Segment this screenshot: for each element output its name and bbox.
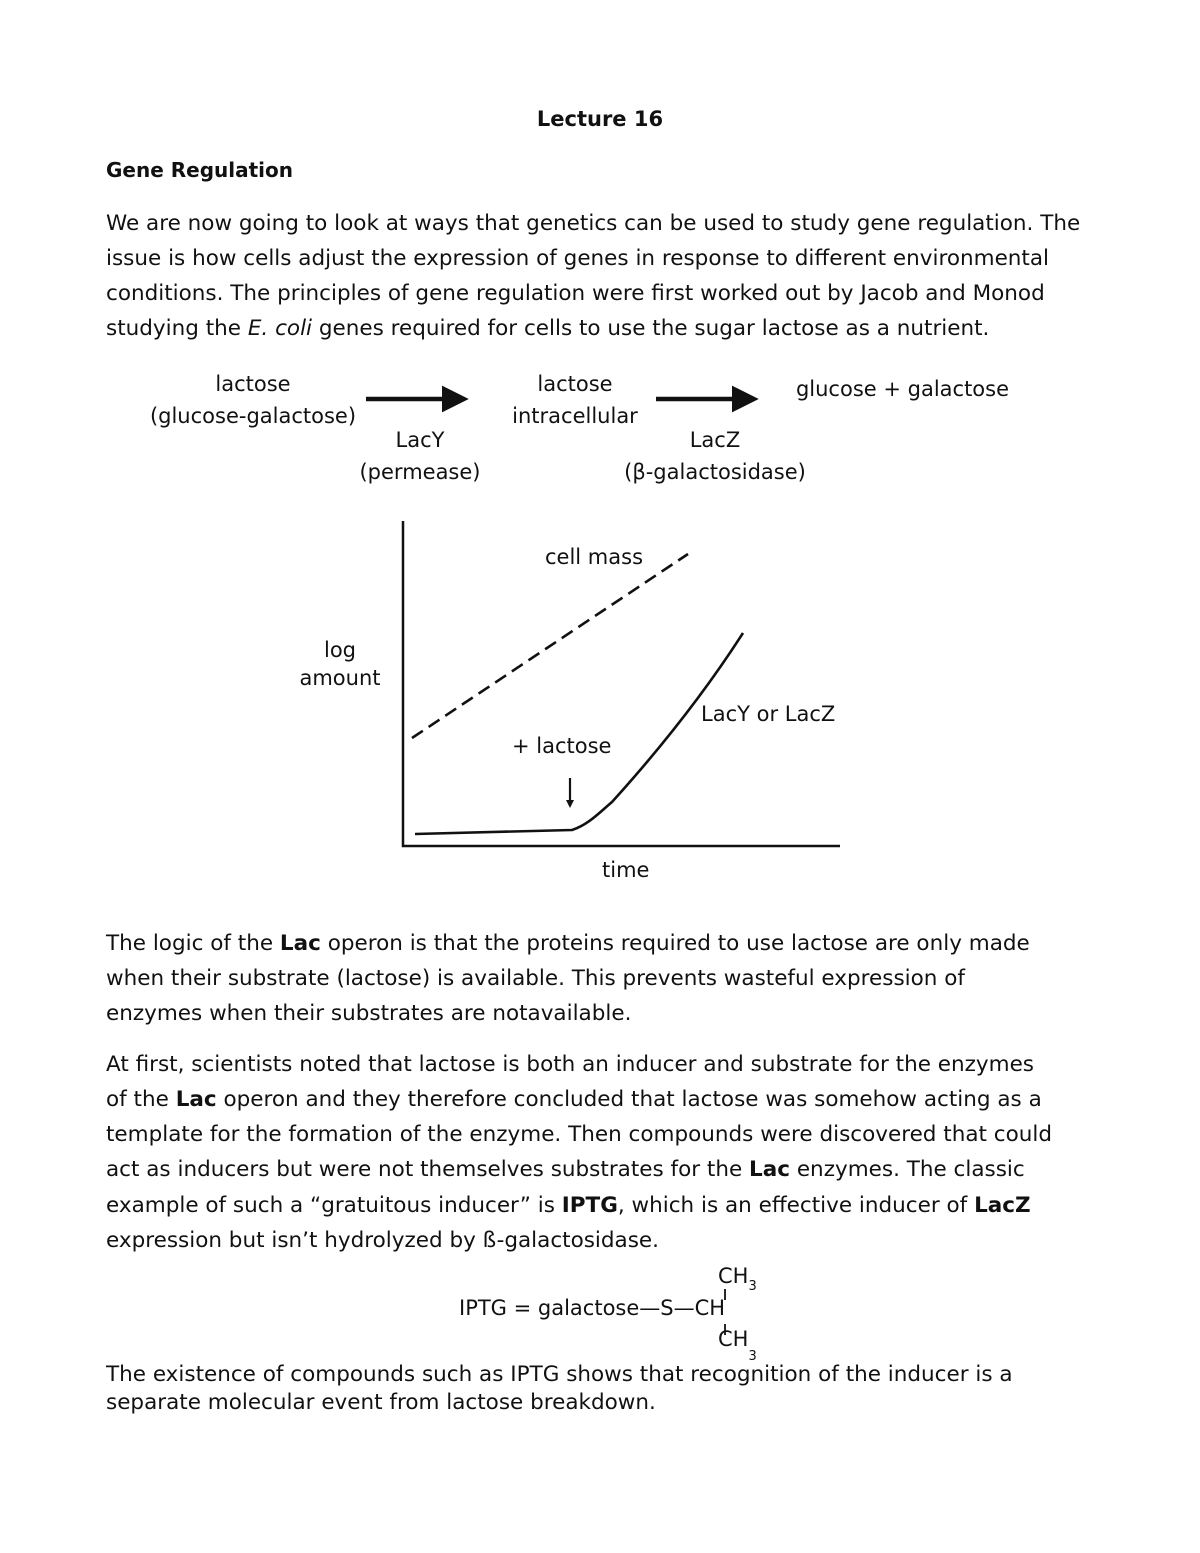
para2-line-2: when their substrate (lactose) is available. This prevents wasteful expression of [106, 966, 965, 991]
para3-l5-bold-lacz: LacZ [974, 1193, 1031, 1218]
bottom-group-text: CH [718, 1327, 749, 1351]
para2-l1-post: operon is that the proteins required to use lactose are only made [320, 931, 1030, 956]
bottom-subscript: 3 [748, 1349, 757, 1364]
para3-l4-post: enzymes. The classic [790, 1157, 1025, 1182]
intro-line-4-post: genes required for cells to use the sugar lactose as a nutrient. [312, 316, 990, 341]
top-group-text: CH [718, 1264, 749, 1288]
organism-name: E. coli [247, 316, 313, 341]
para2-l1-pre: The logic of the [106, 931, 280, 956]
para4-line-1: The existence of compounds such as IPTG shows that recognition of the inducer is a [106, 1362, 1013, 1387]
para2-l1-bold: Lac [279, 931, 321, 956]
para3-l5-pre: example of such a “gratuitous inducer” is [106, 1193, 562, 1218]
top-subscript: 3 [748, 1279, 757, 1294]
para3-l5-mid: , which is an effective inducer of [617, 1193, 975, 1218]
para3-l4-bold: Lac [749, 1157, 790, 1182]
page-title: Lecture 16 [536, 107, 664, 131]
intro-line-2: issue is how cells adjust the expression of genes in response to different environmental [106, 246, 1049, 271]
formula-main: IPTG = galactose—S—CH [459, 1296, 726, 1320]
para2-line-3: enzymes when their substrates are notavailable. [106, 1001, 632, 1026]
para3-line-3: template for the formation of the enzyme. Then compounds were discovered that could [106, 1122, 1052, 1147]
pathway-product: glucose + galactose [795, 377, 1010, 401]
intro-line-3: conditions. The principles of gene regulation were first worked out by Jacob and Monod [106, 281, 1045, 306]
enzyme1-name: LacY [395, 428, 445, 452]
substrate-line-2: (glucose-galactose) [149, 404, 357, 428]
para3-l4-pre: act as inducers but were not themselves substrates for the [106, 1157, 750, 1182]
para3-l5-bold-iptg: IPTG [561, 1193, 618, 1218]
para4-line-2: separate molecular event from lactose breakdown. [106, 1390, 656, 1415]
para3-l2-pre: of the [106, 1087, 176, 1112]
ylabel-line-2: amount [299, 666, 381, 690]
label-lacy-lacz: LacY or LacZ [701, 702, 836, 726]
enzyme2-role: (β-galactosidase) [624, 460, 806, 484]
substrate-line-1: lactose [215, 372, 291, 396]
para3-line-6: expression but isn’t hydrolyzed by ß-galactosidase. [106, 1228, 659, 1253]
enzyme1-role: (permease) [359, 460, 481, 484]
intro-line-1: We are now going to look at ways that genetics can be used to study gene regulation. The [106, 211, 1081, 236]
section-heading: Gene Regulation [106, 158, 294, 182]
para3-line-1: At first, scientists noted that lactose is both an inducer and substrate for the enzymes [106, 1052, 1035, 1077]
formula-bottom-group [718, 1327, 757, 1364]
para3-l2-post: operon and they therefore concluded that lactose was somehow acting as a [216, 1087, 1042, 1112]
para3-l2-bold: Lac [175, 1087, 217, 1112]
label-cell-mass: cell mass [545, 545, 644, 569]
graph-xlabel: time [602, 858, 650, 882]
intro-line-4-pre: studying the [106, 316, 248, 341]
intermediate-line-1: lactose [537, 372, 613, 396]
enzyme2-name: LacZ [689, 428, 741, 452]
ylabel-line-1: log [323, 638, 356, 662]
intermediate-line-2: intracellular [512, 404, 638, 428]
label-lactose-added: + lactose [512, 734, 612, 758]
